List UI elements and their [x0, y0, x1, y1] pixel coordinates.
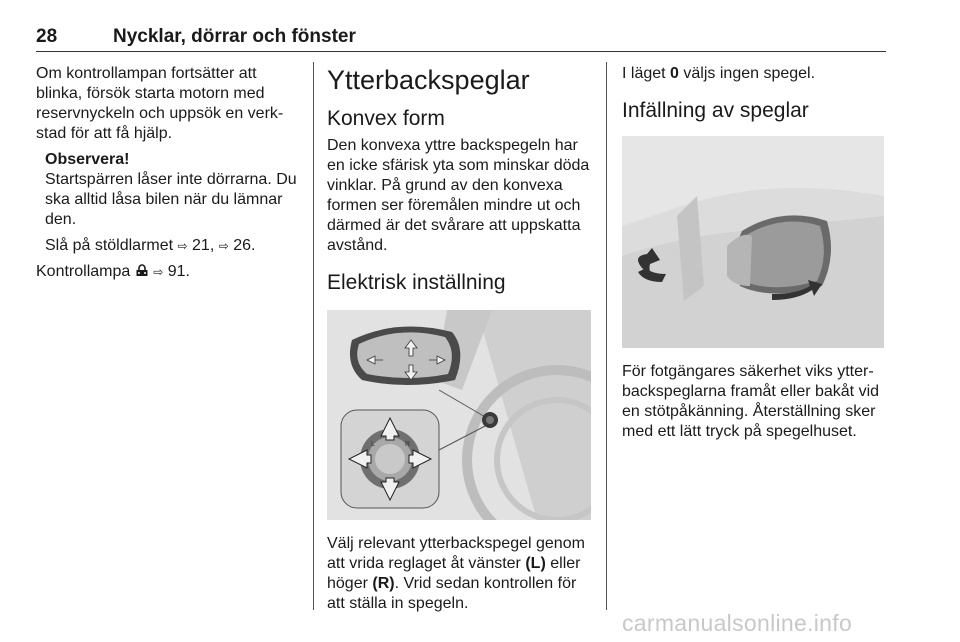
watermark: carmanualsonline.info — [622, 610, 853, 636]
alarm-ref-2[interactable]: 26. — [233, 237, 256, 254]
page-header — [36, 26, 886, 52]
mirror-fold-figure — [622, 136, 884, 348]
page-ref-arrow-icon: ⇨ — [153, 265, 164, 279]
subsection-electric: Elektrisk inställning — [327, 271, 506, 294]
note-box — [45, 150, 298, 256]
note-body: Startspärren låser inte dörrarna. Du ska alltid låsa bilen när du lämnar den. — [45, 171, 297, 228]
position-zero-text: väljs ingen spegel. — [683, 65, 816, 82]
column-divider — [606, 62, 607, 610]
lock-car-lamp-icon — [135, 264, 149, 277]
caption-right-marker: (R) — [372, 575, 395, 592]
section-title: Ytterbackspeglar — [327, 65, 530, 95]
fold-paragraph: För fotgängares säkerhet viks ytter-backspeglarna framåt eller bakåt vid en stötpåkänning. Återställning sker med ett lätt tryck på spegelhuset. — [622, 363, 880, 440]
warning-lamp-paragraph: Om kontrollampan fortsätter att blinka, försök starta motorn med reservnyckeln och uppsök en verk-stad för att få hjälp. — [36, 65, 284, 142]
electric-caption — [327, 534, 591, 614]
column-middle — [327, 64, 591, 614]
position-zero-paragraph — [622, 64, 886, 84]
page-ref-arrow-icon: ⇨ — [218, 239, 229, 253]
alarm-paragraph — [45, 236, 298, 256]
lamp-paragraph — [36, 262, 298, 282]
chapter-title: Nycklar, dörrar och fönster — [113, 26, 356, 47]
column-divider — [313, 62, 314, 610]
knob-right-label: R — [405, 441, 411, 448]
lamp-ref[interactable]: 91. — [167, 263, 190, 280]
page-number: 28 — [36, 26, 58, 47]
caption-part: Välj relevant ytterbackspegel genom att vrida reglaget åt vänster — [327, 535, 585, 572]
alarm-text: Slå på stöldlarmet — [45, 237, 174, 254]
column-left — [36, 64, 298, 282]
caption-part: eller höger — [327, 555, 581, 592]
position-zero-marker: 0 — [670, 65, 679, 82]
convex-paragraph: Den konvexa yttre backspegeln har en icke sfärisk yta som minskar döda vinklar. På grund av den konvexa formen ser föremålen mindre ut och därmed är det svårare att uppskatta avstånd. — [327, 137, 590, 254]
caption-left-marker: (L) — [525, 555, 546, 572]
position-zero-text: I läget — [622, 65, 666, 82]
knob-left-label: L — [371, 441, 375, 448]
alarm-ref-1[interactable]: 21, — [192, 237, 215, 254]
lamp-text: Kontrollampa — [36, 263, 131, 280]
subsection-fold: Infällning av speglar — [622, 99, 809, 122]
note-title: Observera! — [45, 151, 130, 168]
mirror-adjust-figure — [327, 310, 591, 520]
caption-part: . Vrid sedan kontrollen för att ställa in spegeln. — [327, 575, 577, 612]
page-ref-arrow-icon: ⇨ — [177, 239, 188, 253]
column-right — [622, 64, 886, 442]
subsection-convex: Konvex form — [327, 107, 445, 130]
